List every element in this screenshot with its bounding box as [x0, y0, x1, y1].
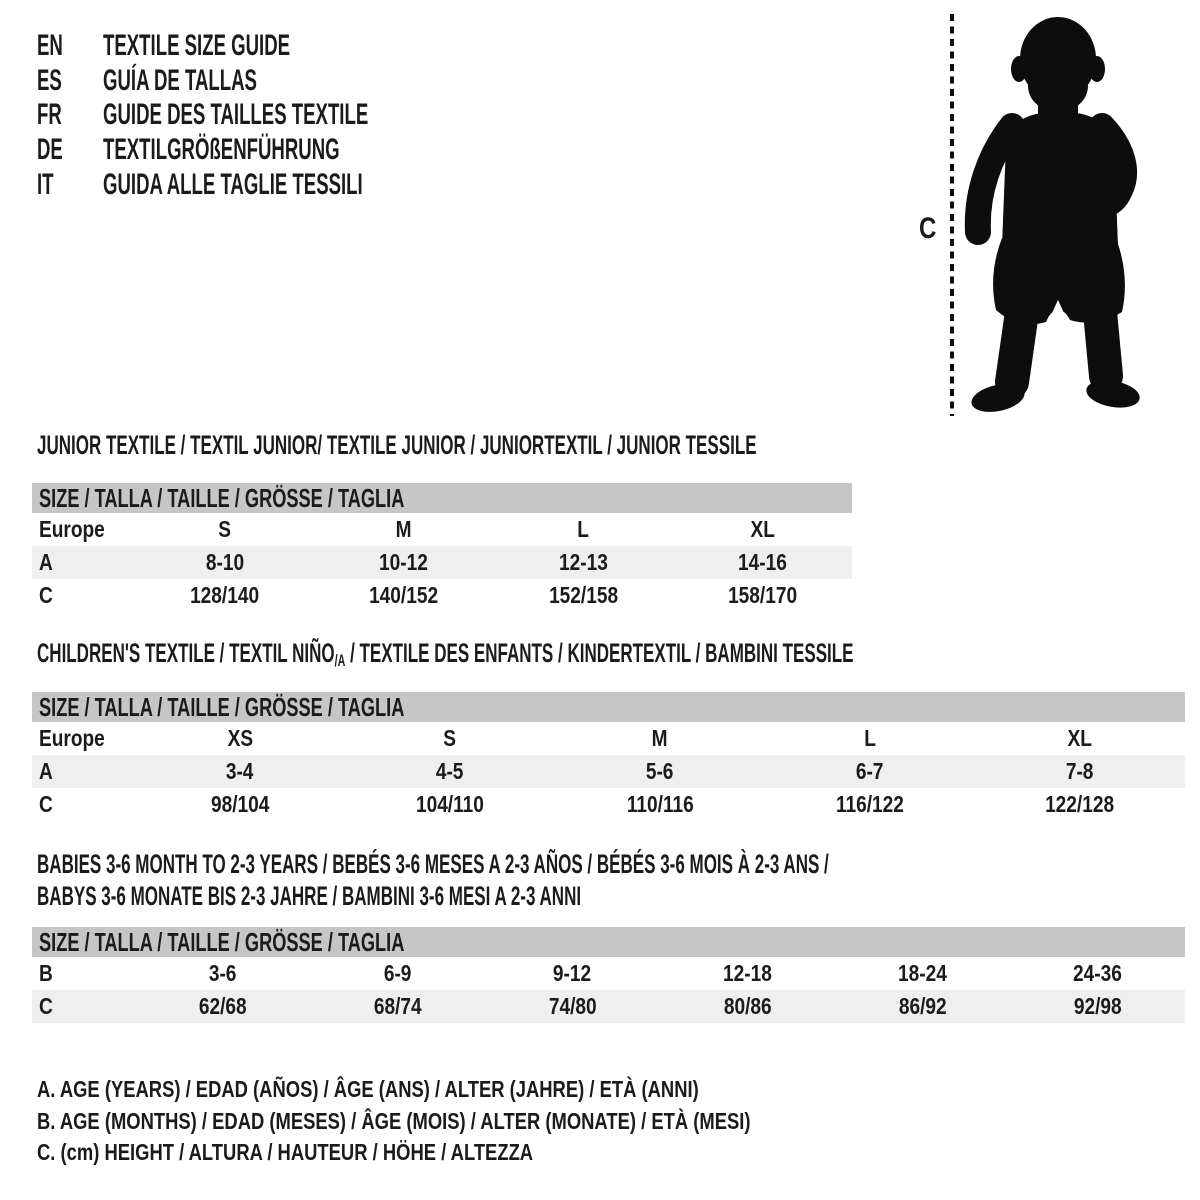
- size-cell: [314, 549, 493, 576]
- table-row-height-cm: [32, 579, 852, 612]
- size-cell: [310, 993, 485, 1020]
- toddler-silhouette-shape: [969, 17, 1142, 416]
- row-label: [32, 549, 135, 576]
- size-cell-text: XS: [227, 725, 253, 751]
- row-label-text: Europe: [39, 725, 105, 751]
- junior-section-heading-text: JUNIOR TEXTILE / TEXTIL JUNIOR/ TEXTILE JUNIOR / JUNIORTEXTIL / JUNIOR TESSILE: [37, 430, 757, 460]
- junior-size-table: [32, 483, 852, 612]
- row-label: [32, 758, 135, 785]
- size-cell: [135, 993, 310, 1020]
- size-cell-text: 4-5: [436, 758, 464, 784]
- language-row-en: [37, 29, 531, 64]
- size-cell-text: 3-4: [226, 758, 254, 784]
- size-cell: [314, 582, 493, 609]
- size-cell: [660, 960, 835, 987]
- size-cell: [135, 725, 345, 752]
- row-label-text: C: [39, 582, 53, 608]
- table-row-europe: [32, 513, 852, 546]
- size-cell: [835, 960, 1010, 987]
- size-cell: [1010, 993, 1185, 1020]
- row-label: [32, 960, 135, 987]
- toddler-silhouette: [918, 14, 1150, 418]
- size-cell-text: 158/170: [727, 582, 797, 608]
- size-cell-text: 152/158: [548, 582, 618, 608]
- babies-heading-line2: [37, 880, 1200, 912]
- size-cell: [485, 993, 660, 1020]
- size-cell: [660, 993, 835, 1020]
- junior-table-header-bar: [32, 483, 852, 513]
- children-size-table: [32, 692, 1185, 821]
- size-header-label: SIZE / TALLA / TAILLE / GRÖSSE / TAGLIA: [39, 691, 405, 722]
- babies-heading-line1-text: BABIES 3-6 MONTH TO 2-3 YEARS / BEBÉS 3-6 MESES A 2-3 AÑOS / BÉBÉS 3-6 MOIS À 2-3 ANS /: [37, 849, 829, 879]
- size-cell-text: 6-9: [383, 960, 412, 986]
- language-row-it: [37, 167, 531, 202]
- size-cell: [135, 582, 314, 609]
- babies-table-header-bar: [32, 927, 1185, 957]
- row-label: [32, 516, 135, 543]
- footnote-b-text: B. AGE (MONTHS) / EDAD (MESES) / ÂGE (MOIS) / ALTER (MONATE) / ETÀ (MESI): [37, 1107, 751, 1134]
- size-cell-text: 122/128: [1045, 791, 1115, 817]
- size-cell-text: 8-10: [205, 549, 244, 575]
- size-cell: [975, 791, 1185, 818]
- size-cell-text: 12-13: [558, 549, 608, 575]
- size-cell: [135, 516, 314, 543]
- size-cell-text: 92/98: [1073, 993, 1122, 1019]
- guide-title: [103, 29, 405, 63]
- size-cell: [555, 758, 765, 785]
- size-cell-text: 10-12: [379, 549, 429, 575]
- row-label-text: A: [39, 758, 53, 784]
- size-cell: [494, 582, 673, 609]
- row-label-text: C: [39, 993, 53, 1019]
- children-table-header-bar: [32, 692, 1185, 722]
- footnote-c: [37, 1137, 929, 1169]
- babies-heading-line1: [37, 848, 1200, 880]
- row-label: [32, 582, 135, 609]
- size-cell-text: 80/86: [723, 993, 772, 1019]
- language-code-text: ES: [37, 63, 62, 97]
- language-code-text: IT: [37, 167, 54, 201]
- size-cell: [673, 582, 852, 609]
- language-code: [37, 64, 103, 98]
- language-code-text: EN: [37, 29, 63, 63]
- size-cell-text: 18-24: [898, 960, 947, 986]
- size-cell-text: M: [395, 516, 412, 542]
- language-code: [37, 133, 103, 167]
- size-cell: [765, 758, 975, 785]
- babies-heading-line2-text: BABYS 3-6 MONATE BIS 2-3 JAHRE / BAMBINI 3-6 MESI A 2-3 ANNI: [37, 881, 582, 911]
- table-row-height-cm: [32, 990, 1185, 1023]
- size-cell: [765, 725, 975, 752]
- size-cell: [555, 791, 765, 818]
- size-cell: [835, 993, 1010, 1020]
- row-label: [32, 993, 135, 1020]
- size-cell-text: 116/122: [836, 791, 904, 817]
- guide-title: [103, 168, 522, 202]
- guide-title: [103, 64, 351, 98]
- size-cell-text: L: [577, 516, 589, 542]
- size-cell: [494, 549, 673, 576]
- size-cell: [494, 516, 673, 543]
- children-heading-subscript: /A: [334, 651, 346, 670]
- size-cell-text: M: [652, 725, 668, 751]
- language-code: [37, 29, 103, 63]
- children-heading-pre: CHILDREN'S TEXTILE / TEXTIL NIÑO: [37, 638, 335, 668]
- height-measure-label-text: C: [919, 212, 937, 245]
- row-label: [32, 791, 135, 818]
- row-label: [32, 725, 135, 752]
- height-measure-label: [919, 212, 941, 246]
- size-cell-text: 74/80: [548, 993, 597, 1019]
- size-cell-text: 12-18: [723, 960, 772, 986]
- language-title-list: [37, 29, 531, 202]
- size-cell-text: 104/110: [416, 791, 484, 817]
- size-cell: [485, 960, 660, 987]
- footnote-a-text: A. AGE (YEARS) / EDAD (AÑOS) / ÂGE (ANS) / ALTER (JAHRE) / ETÀ (ANNI): [37, 1076, 699, 1102]
- size-cell-text: 98/104: [210, 791, 270, 817]
- language-row-de: [37, 133, 531, 168]
- size-cell: [673, 516, 852, 543]
- table-row-age-months: [32, 957, 1185, 990]
- footnote-c-text: C. (cm) HEIGHT / ALTURA / HAUTEUR / HÖHE / ALTEZZA: [37, 1139, 534, 1165]
- guide-title-text: GUÍA DE TALLAS: [103, 63, 257, 97]
- size-cell-text: 128/140: [190, 582, 260, 608]
- size-cell: [975, 758, 1185, 785]
- babies-size-table: [32, 927, 1185, 1023]
- guide-title-text: TEXTILGRÖßENFÜHRUNG: [103, 133, 340, 167]
- size-cell-text: 9-12: [553, 960, 592, 986]
- size-cell: [1010, 960, 1185, 987]
- size-cell-text: 62/68: [198, 993, 247, 1019]
- size-cell-text: L: [864, 725, 876, 751]
- guide-title-text: GUIDE DES TAILLES TEXTILE: [103, 98, 369, 132]
- babies-section-heading: [37, 848, 1200, 912]
- size-cell: [765, 791, 975, 818]
- size-cell-text: 14-16: [737, 549, 787, 575]
- size-cell: [975, 725, 1185, 752]
- row-label-text: Europe: [39, 516, 105, 542]
- language-code: [37, 98, 103, 132]
- size-cell-text: S: [218, 516, 231, 542]
- row-label-text: A: [39, 549, 53, 575]
- language-row-es: [37, 64, 531, 99]
- size-cell: [555, 725, 765, 752]
- size-cell: [345, 725, 555, 752]
- table-row-europe: [32, 722, 1185, 755]
- guide-title-text: TEXTILE SIZE GUIDE: [103, 29, 291, 63]
- size-cell: [314, 516, 493, 543]
- size-cell-text: 3-6: [208, 960, 237, 986]
- size-cell-text: 68/74: [373, 993, 422, 1019]
- junior-section-heading: [37, 430, 1179, 460]
- language-code-text: DE: [37, 133, 63, 167]
- size-cell: [345, 791, 555, 818]
- size-cell-text: XL: [750, 516, 775, 542]
- guide-title: [103, 133, 485, 167]
- size-cell: [135, 758, 345, 785]
- size-cell: [345, 758, 555, 785]
- guide-title: [103, 98, 531, 132]
- size-cell: [135, 791, 345, 818]
- size-cell: [135, 549, 314, 576]
- children-section-heading-text: [37, 638, 853, 676]
- size-header-label: SIZE / TALLA / TAILLE / GRÖSSE / TAGLIA: [39, 926, 405, 957]
- row-label-text: C: [39, 791, 53, 817]
- language-code: [37, 168, 103, 202]
- size-cell-text: 24-36: [1073, 960, 1122, 986]
- guide-title-text: GUIDA ALLE TAGLIE TESSILI: [103, 167, 363, 201]
- size-cell-text: 5-6: [646, 758, 674, 784]
- footnote-b: [37, 1106, 929, 1138]
- children-section-heading: [37, 638, 1200, 668]
- size-cell-text: 86/92: [898, 993, 947, 1019]
- size-cell: [673, 549, 852, 576]
- size-cell-text: 6-7: [856, 758, 884, 784]
- footnote-legend: [37, 1074, 929, 1169]
- size-header-label: SIZE / TALLA / TAILLE / GRÖSSE / TAGLIA: [39, 482, 405, 513]
- size-cell-text: S: [443, 725, 457, 751]
- size-cell-text: XL: [1067, 725, 1093, 751]
- language-code-text: FR: [37, 98, 62, 132]
- children-heading-post: / TEXTILE DES ENFANTS / KINDERTEXTIL / BAMBINI TESSILE: [345, 638, 854, 668]
- size-cell-text: 110/116: [626, 791, 694, 817]
- size-cell: [310, 960, 485, 987]
- table-row-height-cm: [32, 788, 1185, 821]
- table-row-age-years: [32, 755, 1185, 788]
- size-cell-text: 140/152: [369, 582, 439, 608]
- footnote-a: [37, 1074, 929, 1106]
- size-cell-text: 7-8: [1066, 758, 1094, 784]
- size-cell: [135, 960, 310, 987]
- language-row-fr: [37, 98, 531, 133]
- table-row-age-years: [32, 546, 852, 579]
- row-label-text: B: [39, 960, 53, 986]
